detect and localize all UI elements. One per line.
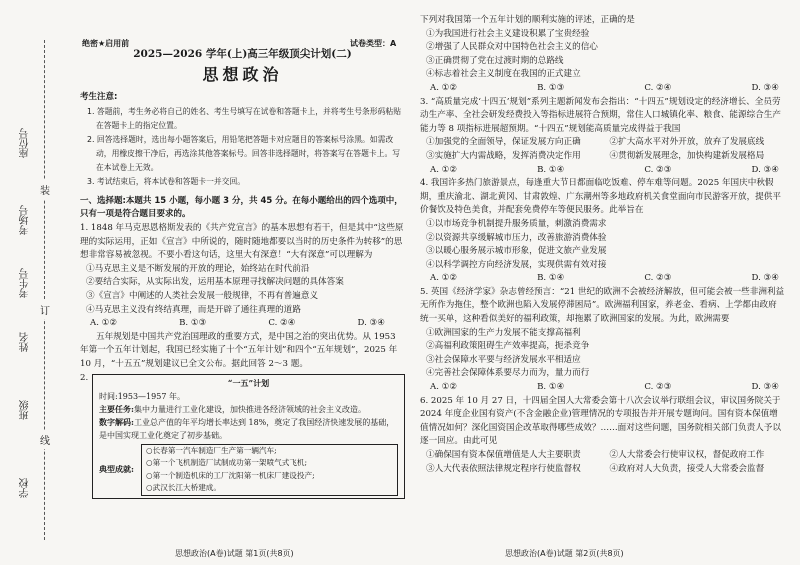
binding-cut-mark: 线 — [40, 430, 50, 449]
question-5-choices — [420, 381, 785, 395]
section-heading: 一、选择题:本题共 15 小题，每小题 3 分，共 45 分。在每小题给出的四个选项中，只有一项是符合题目要求的。 — [80, 195, 403, 220]
question-6-option: ③人大代表依照法律规定程序行使监督权 — [426, 463, 581, 474]
question-6-options — [420, 449, 785, 476]
material-intro: 五年规划是中国共产党治国理政的重要方式，是中国之治的突出优势。从 1953 年第一个五年计划起，我国已经实施了十个“五年计划”和四个“五年规划”，2025 年 10 月，“十五五”规划建议已全文公布。据此回答 2～3 题。 — [80, 331, 398, 369]
plan-achievements — [99, 444, 398, 496]
question-5-option: ②高福利政策阻碍生产效率提高，扼杀竞争 — [426, 341, 590, 352]
question-2-option: ②增强了人民群众对中国特色社会主义的信心 — [426, 42, 598, 53]
question-2-stem: 下列对我国第一个五年计划的顺利实施的评述，正确的是 — [420, 15, 635, 25]
choice-c: C. ②④ — [644, 82, 672, 93]
choice-d: D. ③④ — [751, 82, 779, 93]
question-4-option: ④以科学调控方向经济发展，实现供需有效对接 — [426, 259, 607, 270]
page-1 — [80, 32, 405, 499]
question-1-choices — [80, 317, 405, 331]
binding-cut-mark: 订 — [40, 300, 50, 319]
notice-item: 2. 回答选择题时，选出每小题答案后，用铅笔把答题卡对应题目的答案标号涂黑。如需改动，用橡皮擦干净后，再选涂其他答案标号。回答非选择题时，将答案写在答题卡上。写在本试卷上无效。 — [87, 134, 401, 172]
footer-page-1: 思想政治(A卷)试题 第1页(共8页) — [175, 549, 294, 558]
choice-a: A. ①② — [430, 164, 458, 175]
plan-task-text: 集中力量进行工业化建设，加快推进各经济领域的社会主义改造。 — [133, 404, 366, 414]
binding-label-examinee: 考生号 — [20, 268, 31, 298]
question-4-option: ②以资源共享缓解城市压力，改善旅游消费体验 — [426, 232, 607, 243]
question-4-option: ③以暖心服务展示城市形象，促进文旅产业发展 — [426, 246, 607, 257]
choice-c: C. ②③ — [644, 273, 672, 284]
plan-achievements-list — [141, 444, 398, 496]
choice-d: D. ③④ — [751, 382, 779, 393]
binding-dashed-line — [44, 40, 45, 540]
question-5-stem: 5. 英国《经济学家》杂志曾经预言：“21 世纪的欧洲不会被经济解放，但可能会被一些非洲利益无所作为拖住，整个欧洲也陷入发展停滞困局”。欧洲福利国家，养老金、看病、上学都由政府统一买单，这种看似美好的福利政策，却拖累了欧洲国家的发展。为此，欧洲需要 — [420, 286, 785, 325]
choice-a: A. ①② — [430, 273, 458, 284]
plan-data — [99, 416, 398, 442]
plan-task-label: 主要任务: — [99, 403, 134, 414]
question-3-stem: 3. “高质量完成‘十四五’规划”系列主题新闻发布会指出：“十四五”规划设定的经济增长、全员劳动生产率、全社会研发经费投入等指标进展符合预期，常住人口城镇化率、粮食、能源综合生产能力等 8 项指标进展超预期。“十四五”规划能高质量完成得益于我国 — [420, 96, 781, 134]
choice-d: D. ③④ — [751, 164, 779, 175]
binding-label-room: 考场号 — [20, 205, 31, 235]
question-4-stem: 4. 我国许多热门旅游景点，每逢重大节日都面临吃饭难、停车难等问题。2025 年国庆中秋假期，重庆渝北、湖北黄冈、甘肃敦煌、广东潮州等多地政府机关食堂面向市民游客开放，提供平价餐饮及特色美食，并配套免费停车等便民服务。此举旨在 — [420, 178, 781, 216]
plan-data-text: 工业总产值的年平均增长率达到 18%，奠定了我国经济快速发展的基础，是中国实现工业化奠定了初步基础。 — [99, 417, 395, 440]
plan-info-box — [92, 374, 405, 499]
question-4-option: ①以市场竞争机制提升服务质量，刺激消费需求 — [426, 218, 607, 229]
plan-data-label: 数字解码: — [99, 416, 134, 427]
question-3-option: ③实施扩大内需战略，发挥消费决定作用 — [426, 150, 581, 161]
exam-title: 2025—2026 学年(上)高三年级顶尖计划(二) — [133, 48, 352, 60]
choice-b: B. ①③ — [179, 318, 207, 329]
question-3-choices — [420, 164, 785, 178]
binding-label-class: 班级 — [20, 400, 31, 420]
plan-time: 时间:1953—1957 年。 — [99, 391, 185, 401]
question-1-option: ①马克思主义是不断发展的开放的理论，始终站在时代前沿 — [86, 263, 310, 274]
plan-box-title: “一五”计划 — [227, 377, 270, 388]
choice-d: D. ③④ — [751, 273, 779, 284]
choice-a: A. ①② — [430, 382, 458, 393]
choice-a: A. ①② — [430, 82, 458, 93]
footer-page-2: 思想政治(A卷)试题 第2页(共8页) — [505, 549, 624, 558]
question-5-option: ①欧洲国家的生产力发展不能支撑高福利 — [426, 327, 581, 338]
question-6-option: ①确保国有资本保值增值是人大主要职责 — [426, 450, 581, 460]
paper-type: 试卷类型：A — [350, 39, 397, 48]
question-4-choices — [420, 272, 785, 286]
question-6-option: ④政府对人大负责，接受人大常委会监督 — [609, 463, 765, 474]
question-2-option: ④标志着社会主义制度在我国的正式建立 — [426, 69, 581, 80]
question-3-options — [420, 136, 785, 163]
notice-heading: 考生注意: — [80, 92, 118, 103]
question-1-option: ④马克思主义没有终结真理，而是开辟了通往真理的道路 — [86, 304, 301, 315]
plan-task — [99, 403, 398, 416]
binding-cut-mark: 装 — [40, 180, 50, 199]
list-item: ○第一个飞机制造厂试制成功第一架喷气式飞机; — [146, 458, 308, 467]
list-item: ○武汉长江大桥建成。 — [146, 483, 221, 492]
question-3-option: ④贯彻新发展理念，加快构建新发展格局 — [609, 150, 765, 161]
binding-strip — [0, 0, 70, 565]
notice-item: 1. 答题前，考生务必将自己的姓名、考生号填写在试卷和答题卡上，并将考生号条形码粘贴在答题卡上的指定位置。 — [87, 106, 401, 130]
choice-c: C. ②③ — [644, 164, 672, 175]
list-item: ○长春第一汽车制造厂生产第一辆汽车; — [146, 445, 277, 455]
question-2-choices — [420, 82, 785, 96]
secret-label: 绝密★启用前 — [82, 39, 130, 48]
question-3-option: ②扩大高水平对外开放，放弃了发展底线 — [609, 137, 765, 148]
list-item: ○第一个制造机床的工厂沈阳第一机床厂建设投产; — [146, 470, 315, 480]
question-1-option: ②要结合实际，从实际出发，运用基本原理寻找解决问题的具体答案 — [86, 277, 344, 288]
choice-b: B. ①④ — [537, 273, 565, 284]
binding-label-seat: 座位号 — [20, 128, 31, 158]
question-1-stem: 1. 1848 年马克思恩格斯发表的《共产党宣言》的基本思想有若干，但是其中“这些原理的实际运用，正如《宣言》中所说的，随时随地都要以当时的历史条件为转移”的思想非常容易被忽视。不要小看这句话，这里大有深意！“大有深意”可以理解为 — [80, 222, 404, 261]
choice-c: C. ②④ — [268, 318, 296, 329]
choice-c: C. ②③ — [644, 382, 672, 393]
choice-b: B. ①④ — [537, 164, 565, 175]
question-2-option: ①为我国进行社会主义建设积累了宝贵经验 — [426, 28, 590, 39]
choice-d: D. ③④ — [357, 318, 385, 329]
question-5-option: ④完善社会保障体系要尽力而为，量力而行 — [426, 368, 590, 379]
choice-b: B. ①③ — [537, 82, 565, 93]
choice-a: A. ①② — [90, 318, 118, 329]
page-2 — [420, 14, 785, 476]
choice-b: B. ①④ — [537, 382, 565, 393]
notice-item: 3. 考试结束后，将本试卷和答题卡一并交回。 — [87, 176, 246, 186]
question-2-block — [80, 372, 405, 499]
subject-title: 思想政治 — [202, 64, 283, 84]
binding-label-school: 学校 — [20, 478, 31, 498]
question-1-option: ③《宣言》中阐述的人类社会发展一般规律，不再有普遍意义 — [86, 290, 319, 301]
plan-achievements-label: 典型成就: — [99, 464, 134, 474]
question-2-option: ③正确贯彻了党在过渡时期的总路线 — [426, 55, 564, 66]
binding-label-name: 姓名 — [20, 332, 31, 352]
question-5-option: ③社会保障水平要与经济发展水平相适应 — [426, 354, 581, 365]
question-6-option: ②人大常委会行使审议权，督促政府工作 — [609, 450, 765, 460]
question-3-option: ①加强党的全面领导，保证发展方向正确 — [426, 137, 581, 148]
question-6-stem: 6. 2025 年 10 月 27 日，十四届全国人大常委会第十八次会议举行联组会议，审议国务院关于2024 年度企业国有资产(不含金融企业)管理情况的专项报告并开展专题询问。国有资本保值增值情况如何？深化国资国企改革取得哪些成效？……面对这些问题，国务院相关部门负责人予以逐一回应。由此可见 — [420, 395, 781, 447]
question-2-number: 2. — [80, 372, 89, 383]
